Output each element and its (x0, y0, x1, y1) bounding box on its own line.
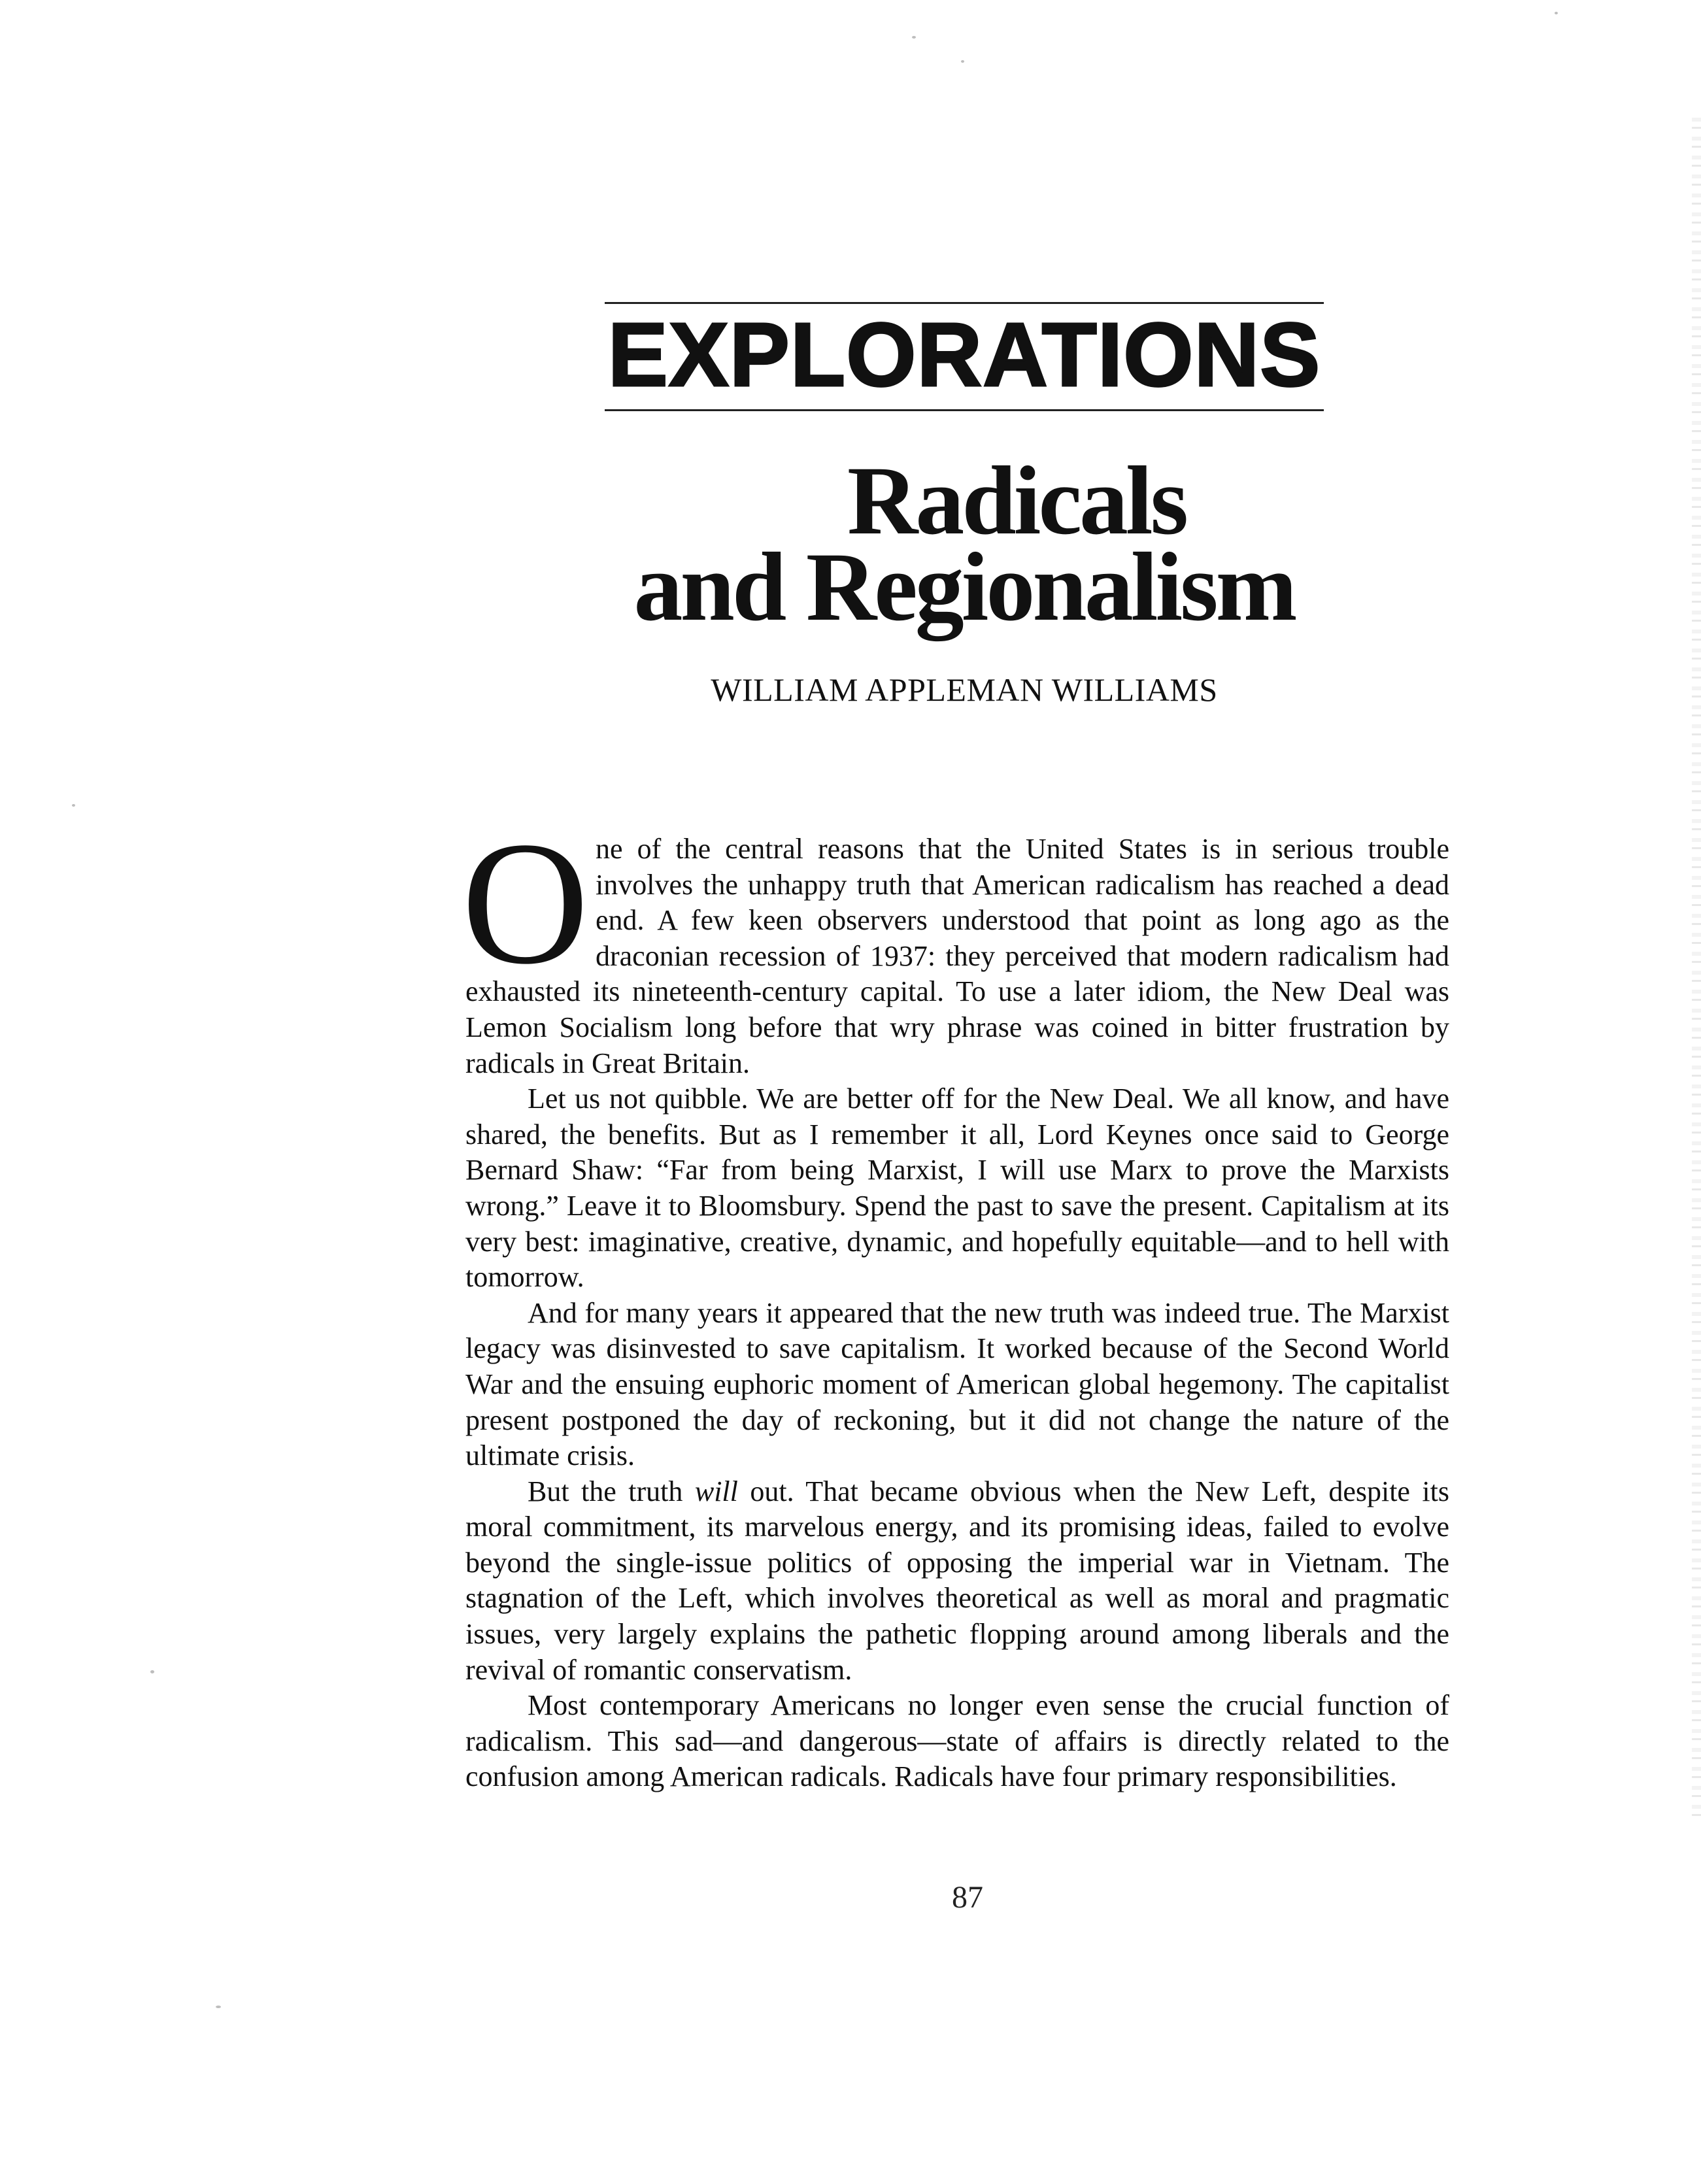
scan-speckle (216, 2006, 221, 2008)
scan-speckle (912, 36, 916, 39)
paragraph: Most contemporary Americans no longer even sense the crucial function of radicalism. This sad—and dangerous—state of affairs is directly related to the confusion among American radicals. Radicals have four primary responsibilities. (465, 1689, 1449, 1793)
header-top-rule (605, 302, 1324, 304)
paragraph (465, 1474, 1449, 1688)
section-heading: EXPLORATIONS (607, 305, 1321, 405)
scan-speckle (150, 1670, 154, 1673)
title-line-1: Radicals (847, 446, 1187, 555)
title-line-2: and Regionalism (633, 533, 1295, 641)
paragraph-text: ne of the central reasons that the United States is in serious trouble involves the unhappy truth that American radicalism has reached a dead end. A few keen observers understood that point as long ago as the draconian recession of 1937: they perceived that modern radicalism had exhausted its nineteenth-century capital. To use a later idiom, the New Deal was Lemon Socialism long before that wry phrase was coined in bitter frustration by radicals in Great Britain. (465, 833, 1449, 1079)
scanned-page-edge (1692, 118, 1701, 1817)
emphasis-text: will (694, 1475, 738, 1507)
article-title (605, 446, 1324, 641)
scan-speckle (72, 804, 75, 807)
paragraph: And for many years it appeared that the new truth was indeed true. The Marxist legacy was disinvested to save capitalism. It worked because of the Second World War and the ensuing euphoric moment of American global hegemony. The capitalist present postponed the day of reckoning, but it did not change the nature of the ultimate crisis. (465, 1296, 1449, 1472)
header-bottom-rule (605, 409, 1324, 411)
article-author: WILLIAM APPLEMAN WILLIAMS (711, 671, 1218, 708)
paragraph: Let us not quibble. We are better off for the New Deal. We all know, and have shared, the benefits. But as I remember it all, Lord Keynes once said to George Bernard Shaw: “Far from being Marxist, I will use Marx to prove the Marxists wrong.” Leave it to Bloomsbury. Spend the past to save the present. Capitalism at its very best: imaginative, creative, dynamic, and hopefully equitable—and to hell with tomorrow. (465, 1083, 1449, 1294)
drop-cap: O (462, 805, 589, 1001)
page-number: 87 (952, 1880, 983, 1915)
article-body (462, 805, 1450, 1795)
scan-speckle (1555, 12, 1558, 14)
paragraph-text: out. That became obvious when the New Left, despite its moral commitment, its marvelous energy, and its promising ideas, failed to evolve beyond the single-issue politics of opposing the imperial war in Vietnam. The stagnation of the Left, which involves theoretical as well as moral and pragmatic issues, very largely explains the pathetic flopping around among liberals and the revival of romantic conservatism. (465, 1475, 1450, 1686)
scan-speckle (961, 60, 964, 63)
paragraph-text: But the truth (528, 1475, 695, 1507)
paragraph (462, 805, 1449, 1081)
